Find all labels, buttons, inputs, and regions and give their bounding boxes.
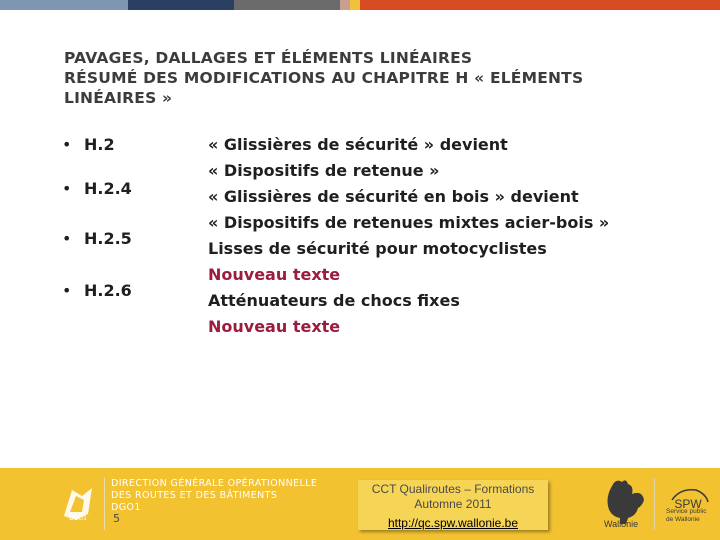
bullet-code: H.2.6 (84, 281, 132, 300)
bullet-dot: • (62, 281, 72, 300)
cct-season: Automne 2011 (414, 497, 492, 511)
dgo-logo-icon (58, 482, 98, 524)
new-text-label: Nouveau texte (208, 265, 341, 284)
dgo-line-2: DES ROUTES ET DES BÂTIMENTS (111, 490, 278, 501)
spw-subtitle: Service public de Wallonie (666, 508, 707, 523)
description-line: Lisses de sécurité pour motocyclistes (208, 239, 547, 258)
new-text-label: Nouveau texte (208, 317, 341, 336)
topbar-segment-5 (350, 0, 360, 10)
title-line-1: PAVAGES, DALLAGES ET ÉLÉMENTS LINÉAIRES (64, 49, 473, 67)
bullet-item (62, 179, 132, 198)
bullet-dot: • (62, 229, 72, 248)
bullet-code: H.2.4 (84, 179, 132, 198)
bullet-dot: • (62, 179, 72, 198)
dgo-line-3: DGO1 (111, 502, 141, 513)
description-line: « Glissières de sécurité en bois » devient (208, 187, 579, 206)
title-line-3: LINÉAIRES » (64, 89, 173, 107)
footer-divider (104, 478, 105, 530)
bullet-item (62, 229, 132, 248)
topbar-segment-4 (340, 0, 350, 10)
cct-website-link[interactable]: http://qc.spw.wallonie.be (387, 516, 519, 530)
description-line: « Dispositifs de retenues mixtes acier-bois » (208, 213, 610, 232)
bullet-list (62, 0, 202, 330)
dgo-label (111, 478, 317, 514)
description-line: Atténuateurs de chocs fixes (208, 291, 460, 310)
description-line: « Dispositifs de retenue » (208, 161, 440, 180)
bullet-code: H.2.5 (84, 229, 132, 248)
description-line: « Glissières de sécurité » devient (208, 135, 508, 154)
bullet-dot: • (62, 135, 72, 154)
title-line-2: RÉSUMÉ DES MODIFICATIONS AU CHAPITRE H « ELÉMENTS (64, 69, 584, 87)
topbar-segment-3 (234, 0, 340, 10)
cct-info-box (358, 480, 548, 530)
topbar-segment-6 (360, 0, 720, 10)
wallonie-label: Wallonie (604, 519, 639, 529)
logo-text: DGO1 (69, 515, 87, 522)
bullet-item (62, 281, 132, 300)
spw-label: SPW (674, 497, 702, 511)
bullet-code: H.2 (84, 135, 115, 154)
change-descriptions (208, 132, 708, 340)
dgo-line-1: DIRECTION GÉNÉRALE OPÉRATIONNELLE (111, 478, 318, 489)
page-number: 5 (113, 512, 120, 525)
cct-title: CCT Qualiroutes – Formations (371, 482, 535, 496)
bullet-item (62, 135, 115, 154)
footer-divider (654, 478, 655, 530)
